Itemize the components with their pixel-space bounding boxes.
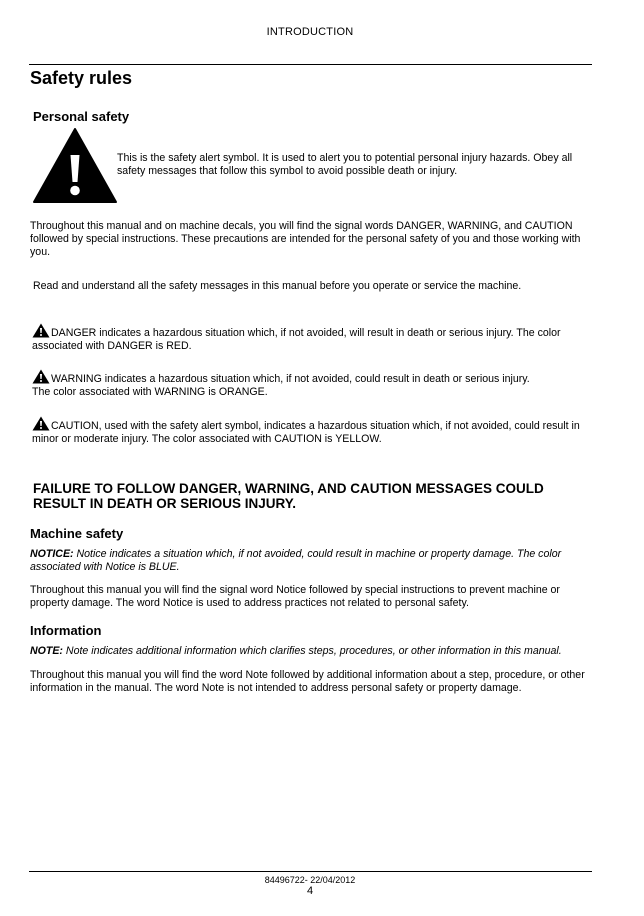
footer-rule xyxy=(29,871,592,872)
read-understand-paragraph: Read and understand all the safety messages in this manual before you operate or service the machine. xyxy=(33,280,522,292)
page-title: Safety rules xyxy=(30,68,133,88)
safety-alert-triangle-icon xyxy=(32,127,118,204)
note-text: Note indicates additional information which clarifies steps, procedures, or other information in this manual. xyxy=(62,645,562,657)
machine-safety-heading: Machine safety xyxy=(30,526,124,541)
signal-words-paragraph: Throughout this manual and on machine decals, you will find the signal words DANGER, WARNING, and CAUTION followed by special instructions. These precautions are intended for the personal safety of you and those working with you. xyxy=(30,220,581,258)
warning-text-line2: The color associated with WARNING is ORANGE. xyxy=(32,386,268,398)
notice-label: NOTICE: xyxy=(30,548,74,560)
failure-warning-statement: FAILURE TO FOLLOW DANGER, WARNING, AND CAUTION MESSAGES COULD RESULT IN DEATH OR SERIOUS INJURY. xyxy=(33,481,544,511)
caution-text: CAUTION, used with the safety alert symbol, indicates a hazardous situation which, if not avoided, could result in minor or moderate injury. The color associated with CAUTION is YELLOW. xyxy=(32,420,580,445)
page-number: 4 xyxy=(306,885,314,897)
note-paragraph xyxy=(30,645,593,658)
alert-symbol-text: This is the safety alert symbol. It is used to alert you to potential personal injury hazards. Obey all safety messages that follow this symbol to avoid possible death or injury. xyxy=(117,152,573,177)
caution-paragraph xyxy=(32,416,593,446)
warning-alert-icon xyxy=(32,369,50,384)
document-id: 84496722- 22/04/2012 xyxy=(264,875,356,885)
notice-paragraph xyxy=(30,548,593,574)
notice-text: Notice indicates a situation which, if not avoided, could result in machine or property damage. The color associated with Notice is BLUE. xyxy=(30,548,562,573)
note-label: NOTE: xyxy=(30,645,63,657)
notice-explanation-paragraph: Throughout this manual you will find the signal word Notice followed by special instructions to prevent machine or property damage. The word Notice is used to address practices not related to personal safety. xyxy=(30,584,560,609)
danger-text: DANGER indicates a hazardous situation which, if not avoided, will result in death or serious injury. The color associated with DANGER is RED. xyxy=(32,327,561,352)
danger-alert-icon xyxy=(32,323,50,338)
warning-paragraph xyxy=(32,369,593,399)
caution-alert-icon xyxy=(32,416,50,431)
information-heading: Information xyxy=(30,623,102,638)
warning-text-line1: WARNING indicates a hazardous situation which, if not avoided, could result in death or serious injury. xyxy=(51,373,530,385)
danger-paragraph xyxy=(32,323,593,353)
running-header: INTRODUCTION xyxy=(266,26,354,38)
header-rule xyxy=(29,64,592,65)
note-explanation-paragraph: Throughout this manual you will find the word Note followed by additional information about a step, procedure, or other information in the manual. The word Note is not intended to address personal safety or property damage. xyxy=(30,669,585,694)
personal-safety-heading: Personal safety xyxy=(33,109,130,124)
